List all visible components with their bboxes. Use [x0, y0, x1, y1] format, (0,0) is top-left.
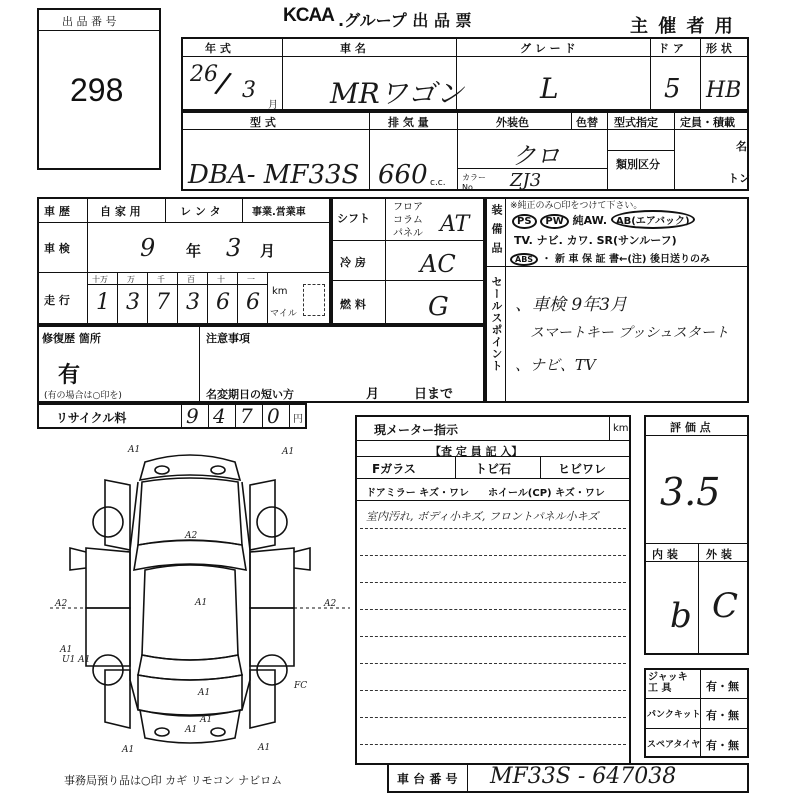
- shape-label: 形 状: [706, 42, 732, 55]
- puncture-kit-value: 有・無: [706, 709, 739, 722]
- model-designation-label: 型式指定: [614, 116, 658, 129]
- damage-mark: A2: [185, 531, 198, 541]
- damage-mark: A1: [195, 598, 208, 608]
- year-value: 26: [190, 62, 218, 87]
- year-label: 年 式: [205, 42, 231, 55]
- history-label: 車 歴: [44, 205, 70, 218]
- interior-value: b: [670, 596, 692, 636]
- shift-label: シフト: [337, 212, 370, 225]
- exterior-color-value: クロ: [512, 142, 560, 170]
- damage-mark: A1: [122, 745, 135, 755]
- sales-point-1: 、車検 9年3月: [515, 295, 628, 315]
- spare-tire-label: スペアタイヤ: [647, 740, 701, 750]
- mileage-digit-100: 3: [186, 290, 200, 315]
- grade-value: L: [540, 72, 559, 105]
- shift-value: AT: [440, 212, 470, 237]
- damage-mark: A2: [55, 599, 68, 609]
- equipment-line-1: [512, 210, 695, 229]
- mileage-digit-10: 6: [216, 290, 230, 315]
- mileage-digit-1: 6: [246, 290, 260, 315]
- tons-unit: トン: [728, 172, 750, 185]
- color-change-label: 色替: [576, 116, 598, 129]
- lot-number-label: 出 品 番 号: [62, 15, 117, 28]
- persons-unit: 名: [736, 140, 747, 153]
- damage-mark: U1 A1: [62, 655, 91, 665]
- cc-unit: c.c.: [430, 178, 446, 188]
- recycle-label: リサイクル料: [56, 411, 127, 425]
- digit-label-100: 百: [187, 275, 195, 284]
- category-label: 類別区分: [616, 158, 660, 171]
- equipment-line-2: TV. ナビ. カワ. SR(サンルーフ): [514, 234, 677, 247]
- history-private: 自 家 用: [100, 205, 141, 218]
- sales-point-2: スマートキー プッシュスタート: [530, 325, 729, 341]
- color-no-value: ZJ3: [510, 170, 542, 191]
- spare-tire-value: 有・無: [706, 739, 739, 752]
- abs-option: ABS: [510, 253, 538, 266]
- car-name-value: MRワゴン: [330, 77, 464, 110]
- name-change-day-unit: 日まで: [414, 387, 454, 402]
- shape-value: HB: [706, 78, 742, 103]
- damage-mark: A1: [60, 645, 73, 655]
- inspector-label: 【査 定 員 記 入】: [430, 445, 523, 458]
- jack-value: 有・無: [706, 680, 739, 693]
- digit-label-100k: 十万: [92, 275, 108, 284]
- damage-mark: A1: [258, 743, 271, 753]
- wheel-item: ホイール(CP) キズ・ワレ: [488, 488, 605, 499]
- exterior-value: C: [712, 586, 739, 626]
- grade-label: グ レ ー ド: [520, 42, 576, 55]
- doors-value: 5: [664, 74, 681, 104]
- recycle-digit-3: 7: [240, 404, 253, 428]
- displacement-value: 660: [378, 160, 428, 190]
- inspection-year-unit: 年: [186, 242, 202, 260]
- form-title: .グループ 出 品 票: [338, 11, 472, 30]
- digit-label-10k: 万: [127, 275, 135, 284]
- keys-note: 事務局預り品は○印 カギ リモコン ナビロム: [64, 774, 283, 787]
- chassis-label: 車 台 番 号: [397, 772, 458, 786]
- damage-mark: A1: [128, 445, 141, 455]
- meter-unit: km: [613, 423, 629, 434]
- recycle-digit-1: 9: [186, 404, 199, 428]
- mile-checkbox: [303, 284, 325, 316]
- history-rental: レ ン タ: [180, 205, 221, 218]
- car-name-label: 車 名: [340, 42, 366, 55]
- digit-label-1k: 千: [157, 275, 165, 284]
- digit-label-10: 十: [217, 275, 225, 284]
- repair-label: 修復歴 箇所: [42, 332, 101, 345]
- inspector-note: 室内汚れ, ボディ小キズ, フロントパネル小キズ: [366, 510, 599, 523]
- name-change-label: 名変期日の短い方: [206, 388, 294, 401]
- door-mirror-item: ドアミラー キズ・ワレ: [366, 488, 469, 499]
- aircon-value: AC: [420, 250, 456, 278]
- interior-label: 内 装: [652, 548, 678, 561]
- color-no-label: カラー No.: [462, 173, 486, 192]
- alloy-wheel-option: 純AW.: [572, 214, 608, 227]
- pw-option: PW: [540, 214, 568, 229]
- capacity-label: 定員・積載: [680, 116, 735, 129]
- month-value: 3: [242, 78, 256, 103]
- model-value: DBA- MF33S: [188, 160, 360, 190]
- recycle-unit: 円: [293, 414, 303, 425]
- sales-points-label: セールスポイント: [490, 276, 503, 372]
- model-label: 型 式: [250, 116, 276, 129]
- shift-panel: パネル: [393, 228, 423, 239]
- crack-item: ヒビワレ: [558, 462, 607, 476]
- inspection-month: 3: [226, 234, 242, 262]
- mileage-km-unit: km: [272, 286, 288, 297]
- airbag-option: AB(エアバック): [611, 210, 695, 229]
- chassis-value: MF33S - 647038: [490, 764, 677, 789]
- mileage-digit-1k: 7: [156, 290, 170, 315]
- damage-mark: A1: [200, 715, 213, 725]
- inspection-label: 車 検: [44, 242, 70, 255]
- kcaa-logo: KCAA: [283, 5, 334, 26]
- repair-note: (有の場合は○印を): [44, 391, 122, 401]
- sales-point-3: 、ナビ、TV: [515, 356, 596, 374]
- exterior-color-label: 外装色: [496, 116, 529, 129]
- equipment-note: ※純正のみ○印をつけて下さい。: [510, 201, 643, 211]
- inspection-month-unit: 月: [260, 242, 276, 260]
- mileage-digit-10k: 3: [126, 290, 140, 315]
- meter-label: 現メーター指示: [374, 423, 459, 437]
- warranty-option: ・ 新 車 保 証 書←(注) 後日送りのみ: [541, 254, 710, 265]
- notes-label: 注意事項: [206, 332, 250, 345]
- digit-label-1: 一: [247, 275, 255, 284]
- displacement-label: 排 気 量: [388, 116, 429, 129]
- month-unit: 月: [268, 100, 278, 111]
- damage-mark: A2: [324, 599, 337, 609]
- puncture-kit-label: パンクキット: [647, 710, 701, 720]
- jack-label: ジャッキ 工 具: [648, 672, 688, 694]
- fuel-label: 燃 料: [340, 298, 366, 311]
- ps-option: PS: [512, 214, 537, 229]
- exterior-label: 外 装: [706, 548, 732, 561]
- score-value: 3.5: [660, 470, 721, 514]
- f-glass-item: Fガラス: [372, 462, 416, 476]
- shift-floor: フロア: [393, 202, 423, 213]
- equipment-line-3: [510, 250, 710, 266]
- equipment-label: 装 備 品: [490, 204, 503, 255]
- score-label: 評 価 点: [670, 421, 711, 434]
- mileage-mile-unit: マイル: [270, 309, 297, 319]
- fuel-value: G: [428, 292, 449, 322]
- chip-item: トビ石: [475, 462, 512, 476]
- name-change-month-unit: 月: [366, 387, 380, 402]
- inspection-year: 9: [140, 234, 156, 262]
- recycle-digit-4: 0: [267, 404, 280, 428]
- history-business: 事業.営業車: [252, 207, 306, 218]
- doors-label: ド ア: [658, 42, 684, 55]
- organizer-label: 主 催 者 用: [630, 16, 735, 37]
- car-damage-diagram: [50, 440, 350, 760]
- aircon-label: 冷 房: [340, 256, 366, 269]
- lot-number: 298: [70, 72, 124, 108]
- shift-column: コラム: [393, 215, 423, 226]
- damage-mark: FC: [294, 681, 308, 691]
- repair-value: 有: [58, 363, 81, 388]
- damage-mark: A1: [198, 688, 211, 698]
- recycle-digit-2: 4: [213, 404, 226, 428]
- damage-mark: A1: [185, 725, 198, 735]
- damage-mark: A1: [282, 447, 295, 457]
- mileage-digit-100k: 1: [96, 290, 110, 315]
- mileage-label: 走 行: [44, 294, 70, 307]
